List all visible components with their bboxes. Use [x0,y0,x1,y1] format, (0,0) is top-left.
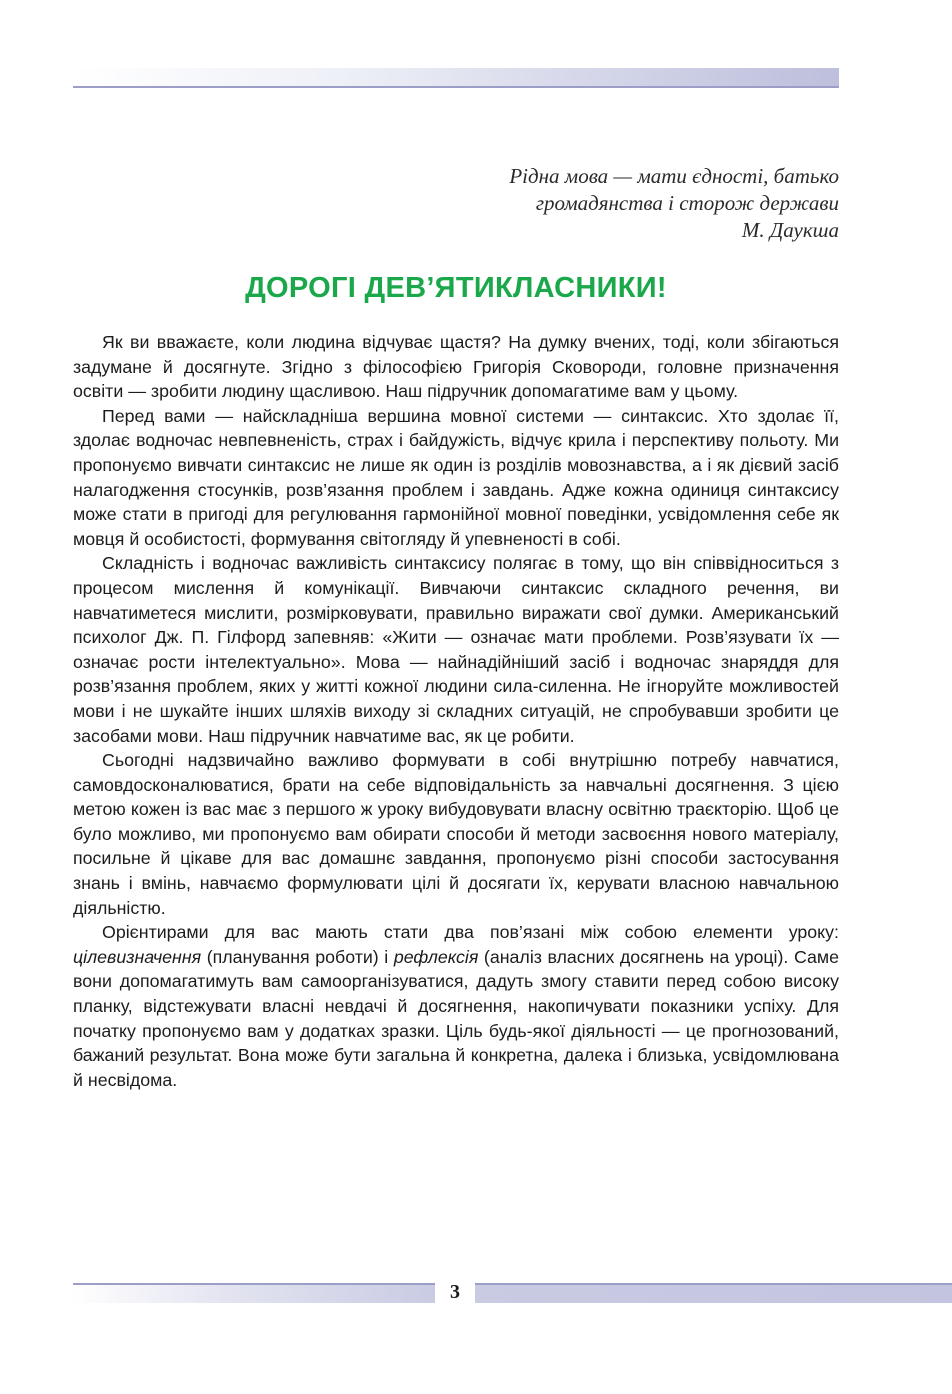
paragraph-5-end: (аналіз власних досягнень на уроці). Саме вони допомагатимуть вам самоорганізуватися, дадуть змогу ставити перед собою високу планку, відстежувати власні невдачі й досягнення, накопичувати показники успіху. Для початку пропонуємо вам у додатках зразки. Ціль будь-якої діяльності — це прогнозований, бажаний результат. Вона може бути загальна й конкретна, далека і близька, усвідомлювана й несвідома. [73,946,839,1090]
header-decorative-band [73,68,839,88]
epigraph-author: М. Даукша [741,218,839,242]
page-title: ДОРОГІ ДЕВ’ЯТИКЛАСНИКИ! [245,272,667,304]
footer-decorative-band-right [475,1283,952,1303]
epigraph-line-1: Рідна мова — мати єдності, батько [509,164,839,188]
term-reflection: рефлексія [393,946,479,967]
footer-decorative-band-left [73,1283,435,1303]
paragraph-3: Складність і водночас важливість синтаксису полягає в тому, що він співвідноситься з процесом мислення й комунікації. Вивчаючи синтаксис складного речення, ви навчатиметеся мислити, розмірковувати, правильно виражати свої думки. Американський психолог Дж. П. Гілфорд запевняв: «Жити — означає мати проблеми. Розв’язувати їх — означає рости інтелектуально». Мова — найнадійніший засіб і водночас знаряддя для розв’язання проблем, яких у житті кожної людини сила-силенна. Не ігноруйте можливостей мови і не шукайте інших шляхів виходу зі складних ситуацій, не спробувавши зробити це засобами мови. Наш підручник навчатиме вас, як це робити. [73,553,839,746]
paragraph-5-middle: (планування роботи) і [201,946,394,967]
paragraph-2: Перед вами — найскладніша вершина мовної системи — синтаксис. Хто здолає її, здолає водночас невпевненість, страх і байдужість, відчує крила і перспективу польоту. Ми пропонуємо вивчати синтаксис не лише як один із розділів мовознавства, а і як дієвий засіб налагодження стосунків, розв’язання проблем і завдань. Адже кожна одиниця синтаксису може стати в пригоді для регулювання гармонійної мовної поведінки, усвідомлення себе як мовця й особистості, формування світогляду й упевненості в собі. [73,405,839,549]
paragraph-5 [73,920,839,1092]
body-text [73,330,839,1092]
page-number: 3 [450,1281,460,1303]
paragraph-5-start: Орієнтирами для вас мають стати два пов’язані між собою елементи уроку: [102,922,839,943]
epigraph-line-2: громадянства і сторож держави [535,191,839,215]
paragraph-1: Як ви вважаєте, коли людина відчуває щастя? На думку вчених, тоді, коли збігаються задумане й досягнуте. Згідно з філософією Григорія Сковороди, головне призначення освіти — зробити людину щасливою. Наш підручник допомагатиме вам у цьому. [73,332,839,402]
paragraph-4: Сьогодні надзвичайно важливо формувати в собі внутрішню потребу навчатися, самовдосконалюватися, брати на себе відповідальність за навчальні досягнення. З цією метою кожен із вас має з першого ж уроку вибудовувати власну освітню траєкторію. Щоб це було можливо, ми пропонуємо вам обирати способи й методи засвоєння нового матеріалу, посильне й цікаве для вас домашнє завдання, пропонуємо різні способи застосування знань і вмінь, навчаємо формулювати цілі й досягати їх, керувати власною навчальною діяльністю. [73,750,839,918]
term-goal-setting: цілевизначення [73,946,202,967]
epigraph [509,163,839,244]
